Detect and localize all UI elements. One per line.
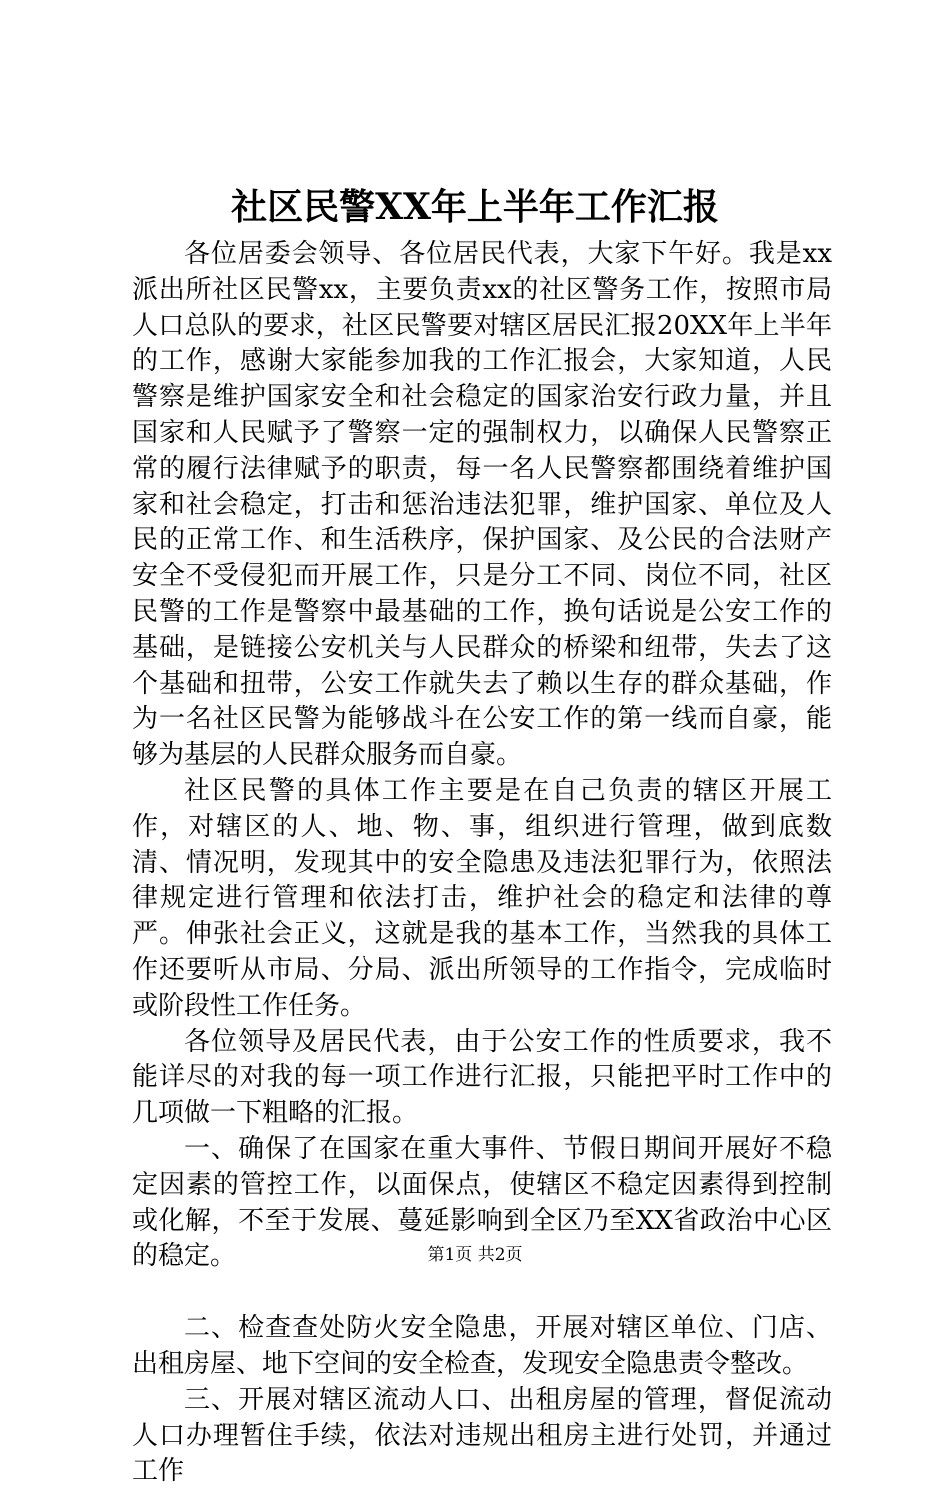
paragraph-item-3: 三、开展对辖区流动人口、出租房屋的管理，督促流动人口办理暂住手续，依法对违规出租房主进行处罚，并通过工作 [132,1384,832,1487]
paragraph-duties: 社区民警的具体工作主要是在自己负责的辖区开展工作，对辖区的人、地、物、事，组织进行管理，做到底数清、情况明，发现其中的安全隐患及违法犯罪行为，依照法律规定进行管理和依法打击，维护社会的稳定和法律的尊严。伸张社会正义，这就是我的基本工作，当然我的具体工作还要听从市局、分局、派出所领导的工作指令，完成临时或阶段性工作任务。 [132,775,832,1021]
paragraph-report-note: 各位领导及居民代表，由于公安工作的性质要求，我不能详尽的对我的每一项工作进行汇报，只能把平时工作中的几项做一下粗略的汇报。 [132,1026,832,1129]
document-body [132,237,832,1490]
document-title: 社区民警XX年上半年工作汇报 [231,186,719,228]
paragraph-intro: 各位居委会领导、各位居民代表，大家下午好。我是xx派出所社区民警xx，主要负责xx的社区警务工作，按照市局人口总队的要求，社区民警要对辖区居民汇报20XX年上半年的工作，感谢大家能参加我的工作汇报会，大家知道，人民警察是维护国家安全和社会稳定的国家治安行政力量，并且国家和人民赋予了警察一定的强制权力，以确保人民警察正常的履行法律赋予的职责，每一名人民警察都围绕着维护国家和社会稳定，打击和惩治违法犯罪，维护国家、单位及人民的正常工作、和生活秩序，保护国家、及公民的合法财产安全不受侵犯而开展工作，只是分工不同、岗位不同，社区民警的工作是警察中最基础的工作，换句话说是公安工作的基础，是链接公安机关与人民群众的桥梁和纽带，失去了这个基础和扭带，公安工作就失去了赖以生存的群众基础，作为一名社区民警为能够战斗在公安工作的第一线而自豪，能够为基层的人民群众服务而自豪。 [132,239,832,771]
paragraph-item-1: 一、确保了在国家在重大事件、节假日期间开展好不稳定因素的管控工作，以面保点，使辖区不稳定因素得到控制或化解，不至于发展、蔓延影响到全区乃至XX省政治中心区的稳定。 [132,1133,832,1272]
paragraph-item-2: 二、检查查处防火安全隐患，开展对辖区单位、门店、出租房屋、地下空间的安全检查，发现安全隐患责令整改。 [132,1313,832,1379]
page-number-footer: 第1页 共2页 [427,1245,523,1265]
